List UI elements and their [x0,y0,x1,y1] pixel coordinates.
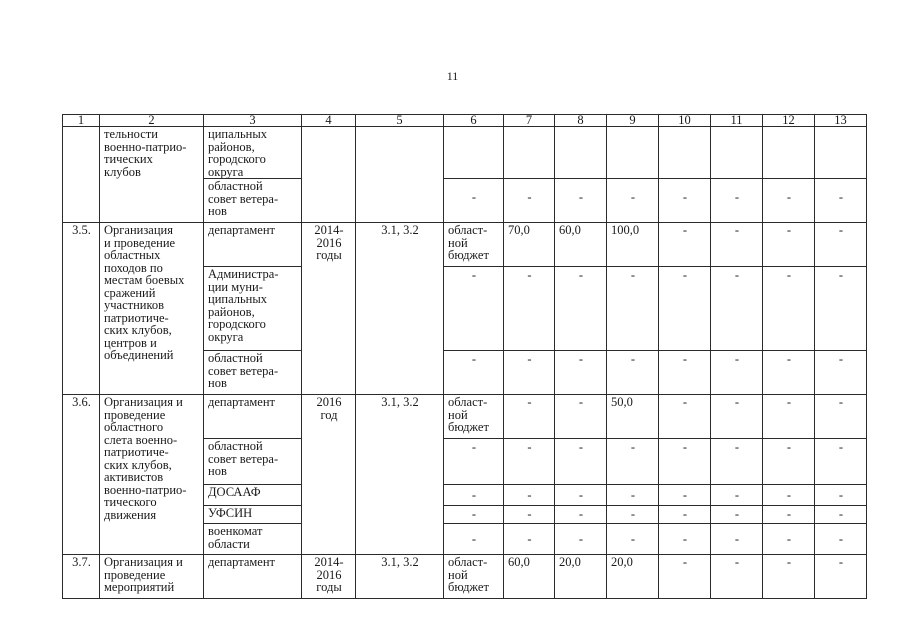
years-cell: 2014- 2016 годы [302,223,356,395]
value-cell: - [763,351,815,395]
value-cell: - [815,223,867,267]
column-header: 9 [607,115,659,127]
value-cell: 50,0 [607,395,659,439]
value-cell: - [607,267,659,351]
value-cell [504,127,555,179]
value-cell: - [555,524,607,555]
value-cell: - [763,555,815,599]
value-cell: - [711,395,763,439]
indicators-cell [356,127,444,223]
years-cell: 2016 год [302,395,356,555]
column-header: 4 [302,115,356,127]
value-cell: - [607,485,659,506]
executor-cell: департамент [204,395,302,439]
value-cell: - [659,395,711,439]
value-cell: - [659,439,711,485]
value-cell: - [815,351,867,395]
funding-source-cell: област- ной бюджет [444,555,504,599]
value-cell: - [659,179,711,223]
value-cell: - [555,179,607,223]
value-cell: 100,0 [607,223,659,267]
value-cell [607,127,659,179]
value-cell: - [444,351,504,395]
value-cell: - [659,524,711,555]
value-cell: - [659,506,711,524]
activity-name: Организация и проведение областного слета военно- патриотиче- ских клубов, активистов военно-патрио- тического движения [100,395,204,555]
value-cell: - [763,179,815,223]
column-header: 5 [356,115,444,127]
value-cell: - [763,439,815,485]
value-cell: - [504,267,555,351]
value-cell: - [815,555,867,599]
value-cell: - [659,485,711,506]
value-cell: - [815,506,867,524]
column-header: 7 [504,115,555,127]
value-cell: - [763,506,815,524]
value-cell: - [815,395,867,439]
value-cell: - [607,351,659,395]
value-cell: - [504,524,555,555]
value-cell: - [763,485,815,506]
item-number-cell: 3.5. [63,223,100,395]
value-cell: - [504,439,555,485]
executor-cell: ДОСААФ [204,485,302,506]
value-cell: - [711,555,763,599]
value-cell: - [504,179,555,223]
indicators-cell: 3.1, 3.2 [356,395,444,555]
value-cell [763,127,815,179]
value-cell: - [815,179,867,223]
column-header: 11 [711,115,763,127]
value-cell: 60,0 [504,555,555,599]
value-cell: - [711,506,763,524]
value-cell [711,127,763,179]
years-cell: 2014- 2016 годы [302,555,356,599]
value-cell: - [444,439,504,485]
value-cell: - [711,267,763,351]
value-cell: - [659,351,711,395]
column-header: 8 [555,115,607,127]
activity-name: тельности военно-патрио- тических клубов [100,127,204,223]
value-cell: - [815,524,867,555]
table-row [63,555,867,599]
table-row [63,395,867,439]
value-cell: - [711,439,763,485]
value-cell: - [607,179,659,223]
value-cell: - [607,524,659,555]
value-cell: - [763,395,815,439]
table-row [63,223,867,267]
value-cell: - [555,506,607,524]
value-cell: - [763,524,815,555]
years-cell [302,127,356,223]
activity-name: Организация и проведение мероприятий [100,555,204,599]
column-header: 10 [659,115,711,127]
value-cell [815,127,867,179]
value-cell: - [504,506,555,524]
value-cell: - [711,223,763,267]
value-cell: - [504,485,555,506]
value-cell: - [659,223,711,267]
value-cell: - [815,485,867,506]
executor-cell: Администра- ции муни- ципальных районов, городского округа [204,267,302,351]
value-cell: 60,0 [555,223,607,267]
executor-cell: областной совет ветера- нов [204,179,302,223]
value-cell: 20,0 [607,555,659,599]
value-cell: - [711,179,763,223]
column-header: 6 [444,115,504,127]
funding-source-cell: област- ной бюджет [444,223,504,267]
value-cell: 20,0 [555,555,607,599]
indicators-cell: 3.1, 3.2 [356,223,444,395]
item-number-cell: 3.6. [63,395,100,555]
item-number-cell: 3.7. [63,555,100,599]
column-header: 12 [763,115,815,127]
executor-cell: департамент [204,223,302,267]
column-header: 1 [63,115,100,127]
column-header: 3 [204,115,302,127]
funding-source-cell [444,127,504,179]
value-cell: - [763,223,815,267]
value-cell: - [711,351,763,395]
value-cell: - [444,485,504,506]
value-cell: - [444,179,504,223]
executor-cell: УФСИН [204,506,302,524]
value-cell: - [711,524,763,555]
program-activities-table [62,114,867,599]
value-cell: - [444,267,504,351]
value-cell: - [555,485,607,506]
value-cell [555,127,607,179]
value-cell: - [504,395,555,439]
activity-name: Организация и проведение областных походов по местам боевых сражений участников патриотиче- ских клубов, центров и объединений [100,223,204,395]
value-cell [659,127,711,179]
value-cell: 70,0 [504,223,555,267]
value-cell: - [607,506,659,524]
executor-cell: военкомат области [204,524,302,555]
value-cell: - [444,506,504,524]
value-cell: - [555,439,607,485]
executor-cell: областной совет ветера- нов [204,439,302,485]
executor-cell: департамент [204,555,302,599]
value-cell: - [659,267,711,351]
executor-cell: ципальных районов, городского округа [204,127,302,179]
item-number-cell [63,127,100,223]
column-header: 13 [815,115,867,127]
value-cell: - [504,351,555,395]
funding-source-cell: област- ной бюджет [444,395,504,439]
value-cell: - [763,267,815,351]
value-cell: - [555,395,607,439]
value-cell: - [555,267,607,351]
value-cell: - [815,439,867,485]
table-row [63,127,867,179]
value-cell: - [815,267,867,351]
value-cell: - [711,485,763,506]
executor-cell: областной совет ветера- нов [204,351,302,395]
page-number: 11 [446,69,459,83]
column-header: 2 [100,115,204,127]
indicators-cell: 3.1, 3.2 [356,555,444,599]
value-cell: - [555,351,607,395]
value-cell: - [607,439,659,485]
value-cell: - [444,524,504,555]
column-number-row [63,115,867,127]
value-cell: - [659,555,711,599]
